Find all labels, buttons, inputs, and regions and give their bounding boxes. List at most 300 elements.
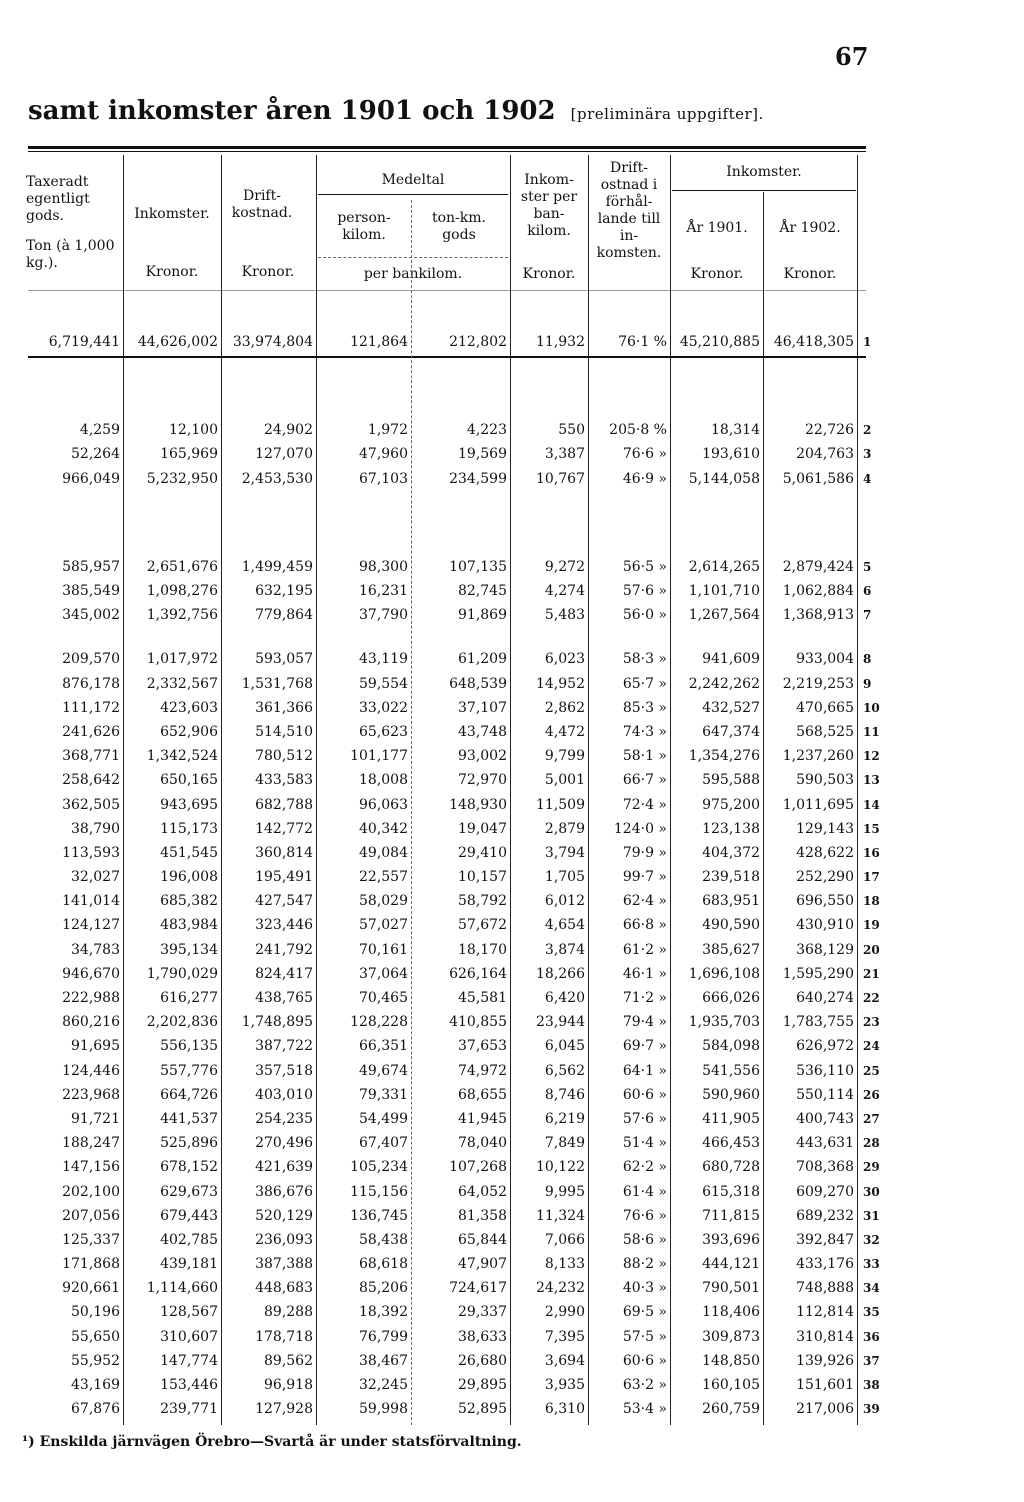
table-cell: 32,027	[71, 869, 120, 886]
table-cell: 1,017,972	[146, 651, 218, 668]
table-cell: 520,129	[255, 1207, 313, 1224]
table-cell: 860,216	[62, 1014, 120, 1031]
table-cell: 65,623	[359, 723, 408, 740]
table-cell: 147,156	[62, 1159, 120, 1176]
table-row	[20, 865, 887, 889]
table-cell: 5,232,950	[146, 470, 218, 487]
table-cell: 724,617	[449, 1280, 507, 1297]
table-cell: 5,144,058	[688, 470, 760, 487]
header-driftostnad: Drift-ostnad i förhål-lande till in-komsten.	[596, 160, 662, 261]
header-medeltal: Medeltal	[381, 172, 445, 188]
table-cell: 615,318	[702, 1183, 760, 1200]
row-number: 23	[863, 1015, 880, 1030]
table-cell: 647,374	[702, 723, 760, 740]
table-cell: 49,084	[359, 844, 408, 861]
table-cell: 254,235	[255, 1110, 313, 1127]
table-row	[20, 647, 887, 671]
table-cell: 113,593	[62, 844, 120, 861]
row-number: 7	[863, 608, 872, 623]
row-number: 28	[863, 1136, 880, 1151]
table-cell: 7,395	[544, 1328, 585, 1345]
table-cell: 536,110	[796, 1062, 854, 1079]
table-cell: 943,695	[160, 796, 218, 813]
table-cell: 128,567	[160, 1304, 218, 1321]
table-cell: 920,661	[62, 1280, 120, 1297]
table-cell: 236,093	[255, 1231, 313, 1248]
table-cell: 72,970	[458, 772, 507, 789]
table-cell: 790,501	[702, 1280, 760, 1297]
table-cell: 43,169	[71, 1377, 120, 1394]
table-cell: 3,874	[544, 941, 585, 958]
table-cell: 32,245	[359, 1377, 408, 1394]
table-row	[20, 792, 887, 816]
table-cell: 514,510	[255, 723, 313, 740]
footnote: ¹) Enskilda järnvägen Örebro—Svartå är under statsförvaltning.	[22, 1434, 522, 1450]
row-number: 12	[863, 749, 880, 764]
table-cell: 37,653	[458, 1038, 507, 1055]
table-cell: 61·4 »	[622, 1183, 667, 1200]
table-cell: 2,651,676	[146, 558, 218, 575]
table-cell: 58·3 »	[622, 651, 667, 668]
table-cell: 2,614,265	[688, 558, 760, 575]
table-cell: 780,512	[255, 748, 313, 765]
table-cell: 616,277	[160, 990, 218, 1007]
table-cell: 57,672	[458, 917, 507, 934]
table-cell: 128,228	[350, 1014, 408, 1031]
table-cell: 490,590	[702, 917, 760, 934]
table-cell: 59,998	[359, 1401, 408, 1418]
table-cell: 683,951	[702, 893, 760, 910]
table-cell: 151,601	[796, 1377, 854, 1394]
table-cell: 57·6 »	[622, 1110, 667, 1127]
table-cell: 76·6 »	[622, 1207, 667, 1224]
header-inkomster-unit: Kronor.	[145, 264, 199, 280]
table-cell: 525,896	[160, 1135, 218, 1152]
table-cell: 67,407	[359, 1135, 408, 1152]
table-cell: 188,247	[62, 1135, 120, 1152]
table-cell: 65·7 »	[622, 675, 667, 692]
table-cell: 78,040	[458, 1135, 507, 1152]
table-cell: 47,960	[359, 446, 408, 463]
table-cell: 60·6 »	[622, 1352, 667, 1369]
table-cell: 76,799	[359, 1328, 408, 1345]
table-cell: 171,868	[62, 1256, 120, 1273]
table-cell: 6,420	[544, 990, 585, 1007]
table-row	[20, 1300, 887, 1324]
table-cell: 82,745	[458, 583, 507, 600]
table-row	[20, 1155, 887, 1179]
table-cell: 58,029	[359, 893, 408, 910]
table-cell: 118,406	[702, 1304, 760, 1321]
table-cell: 1,101,710	[688, 583, 760, 600]
table-cell: 57·5 »	[622, 1328, 667, 1345]
table-row	[20, 1083, 887, 1107]
table-cell: 60·6 »	[622, 1086, 667, 1103]
table-cell: 19,047	[458, 820, 507, 837]
row-number: 24	[863, 1039, 880, 1054]
table-cell: 584,098	[702, 1038, 760, 1055]
title-note: [preliminära uppgifter].	[570, 105, 764, 123]
table-cell: 222,988	[62, 990, 120, 1007]
table-cell: 23,944	[536, 1014, 585, 1031]
table-cell: 49,674	[359, 1062, 408, 1079]
header-ar1902: År 1902.	[779, 220, 841, 236]
table-cell: 650,165	[160, 772, 218, 789]
row-number: 10	[863, 700, 880, 715]
inkomster-group-rule	[672, 190, 856, 191]
row-number: 20	[863, 942, 880, 957]
table-cell: 29,895	[458, 1377, 507, 1394]
table-cell: 3,935	[544, 1377, 585, 1394]
top-rule-thin	[28, 151, 866, 152]
table-cell: 941,609	[702, 651, 760, 668]
table-cell: 368,771	[62, 748, 120, 765]
table-cell: 68,618	[359, 1256, 408, 1273]
table-cell: 124,127	[62, 917, 120, 934]
table-cell: 47,907	[458, 1256, 507, 1273]
table-row	[20, 418, 887, 442]
table-row	[20, 1325, 887, 1349]
table-cell: 76·1 %	[618, 334, 667, 351]
table-cell: 66,351	[359, 1038, 408, 1055]
table-cell: 196,008	[160, 869, 218, 886]
table-cell: 270,496	[255, 1135, 313, 1152]
table-cell: 204,763	[796, 446, 854, 463]
table-cell: 38,467	[359, 1352, 408, 1369]
table-cell: 1,368,913	[782, 607, 854, 624]
table-cell: 45,581	[458, 990, 507, 1007]
table-cell: 385,627	[702, 941, 760, 958]
table-cell: 51·4 »	[622, 1135, 667, 1152]
table-cell: 2,879	[544, 820, 585, 837]
table-cell: 76·6 »	[622, 446, 667, 463]
table-cell: 5,483	[544, 607, 585, 624]
table-cell: 1,342,524	[146, 748, 218, 765]
table-cell: 1,114,660	[146, 1280, 218, 1297]
table-cell: 1,354,276	[688, 748, 760, 765]
table-cell: 1,237,260	[782, 748, 854, 765]
table-cell: 590,960	[702, 1086, 760, 1103]
table-cell: 430,910	[796, 917, 854, 934]
table-cell: 4,259	[79, 422, 120, 439]
table-cell: 433,176	[796, 1256, 854, 1273]
table-cell: 5,001	[544, 772, 585, 789]
table-row	[20, 1252, 887, 1276]
table-cell: 387,388	[255, 1256, 313, 1273]
table-cell: 81,358	[458, 1207, 507, 1224]
table-cell: 55,650	[71, 1328, 120, 1345]
table-cell: 124,446	[62, 1062, 120, 1079]
table-cell: 58·1 »	[622, 748, 667, 765]
table-cell: 89,288	[264, 1304, 313, 1321]
table-cell: 38,633	[458, 1328, 507, 1345]
table-cell: 6,045	[544, 1038, 585, 1055]
table-cell: 89,562	[264, 1352, 313, 1369]
table-row	[20, 696, 887, 720]
table-cell: 22,726	[805, 422, 854, 439]
row-number: 26	[863, 1087, 880, 1102]
row-number: 38	[863, 1378, 880, 1393]
table-cell: 43,748	[458, 723, 507, 740]
table-cell: 362,505	[62, 796, 120, 813]
table-cell: 685,382	[160, 893, 218, 910]
table-cell: 933,004	[796, 651, 854, 668]
table-cell: 64,052	[458, 1183, 507, 1200]
table-cell: 88·2 »	[622, 1256, 667, 1273]
table-cell: 59,554	[359, 675, 408, 692]
table-cell: 483,984	[160, 917, 218, 934]
table-cell: 115,173	[160, 820, 218, 837]
table-cell: 61,209	[458, 651, 507, 668]
table-cell: 2,879,424	[782, 558, 854, 575]
table-cell: 1,705	[544, 869, 585, 886]
table-cell: 310,607	[160, 1328, 218, 1345]
table-cell: 1,748,895	[241, 1014, 313, 1031]
table-row	[20, 962, 887, 986]
table-cell: 680,728	[702, 1159, 760, 1176]
table-cell: 666,026	[702, 990, 760, 1007]
table-cell: 689,232	[796, 1207, 854, 1224]
table-cell: 234,599	[449, 470, 507, 487]
row-spacer	[20, 491, 887, 555]
table-cell: 33,022	[359, 699, 408, 716]
row-number: 13	[863, 773, 880, 788]
table-cell: 63·2 »	[622, 1377, 667, 1394]
table-row	[20, 1131, 887, 1155]
table-cell: 62·2 »	[622, 1159, 667, 1176]
row-number: 1	[863, 335, 872, 350]
table-cell: 550,114	[796, 1086, 854, 1103]
table-cell: 402,785	[160, 1231, 218, 1248]
table-cell: 7,849	[544, 1135, 585, 1152]
table-cell: 112,814	[796, 1304, 854, 1321]
table-cell: 451,545	[160, 844, 218, 861]
row-number: 11	[863, 724, 880, 739]
table-cell: 202,100	[62, 1183, 120, 1200]
table-cell: 64·1 »	[622, 1062, 667, 1079]
table-cell: 207,056	[62, 1207, 120, 1224]
table-cell: 18,266	[536, 965, 585, 982]
table-cell: 361,366	[255, 699, 313, 716]
table-cell: 640,274	[796, 990, 854, 1007]
table-row	[20, 1373, 887, 1397]
table-row	[20, 579, 887, 603]
table-cell: 357,518	[255, 1062, 313, 1079]
table-cell: 711,815	[702, 1207, 760, 1224]
table-cell: 557,776	[160, 1062, 218, 1079]
table-cell: 1,011,695	[782, 796, 854, 813]
table-cell: 323,446	[255, 917, 313, 934]
table-cell: 55,952	[71, 1352, 120, 1369]
table-cell: 107,268	[449, 1159, 507, 1176]
table-row	[20, 330, 887, 354]
table-row	[20, 672, 887, 696]
table-cell: 121,864	[350, 334, 408, 351]
table-cell: 153,446	[160, 1377, 218, 1394]
table-cell: 58·6 »	[622, 1231, 667, 1248]
table-cell: 46·1 »	[622, 965, 667, 982]
row-number: 5	[863, 559, 872, 574]
table-cell: 18,170	[458, 941, 507, 958]
header-inkomster-group: Inkomster.	[726, 164, 802, 180]
table-row	[20, 1276, 887, 1300]
table-cell: 779,864	[255, 607, 313, 624]
table-cell: 124·0 »	[613, 820, 667, 837]
table-cell: 10,157	[458, 869, 507, 886]
table-cell: 56·0 »	[622, 607, 667, 624]
table-cell: 62·4 »	[622, 893, 667, 910]
table-cell: 609,270	[796, 1183, 854, 1200]
table-cell: 58,792	[458, 893, 507, 910]
table-cell: 438,765	[255, 990, 313, 1007]
table-cell: 37,107	[458, 699, 507, 716]
table-cell: 69·5 »	[622, 1304, 667, 1321]
table-cell: 626,164	[449, 965, 507, 982]
table-cell: 178,718	[255, 1328, 313, 1345]
table-cell: 93,002	[458, 748, 507, 765]
table-cell: 975,200	[702, 796, 760, 813]
table-cell: 56·5 »	[622, 558, 667, 575]
table-cell: 37,790	[359, 607, 408, 624]
table-cell: 556,135	[160, 1038, 218, 1055]
table-cell: 2,862	[544, 699, 585, 716]
table-cell: 239,518	[702, 869, 760, 886]
table-cell: 67,876	[71, 1401, 120, 1418]
table-cell: 142,772	[255, 820, 313, 837]
top-rule	[28, 146, 866, 149]
header-personkilom: person-kilom.	[337, 210, 391, 243]
table-row	[20, 720, 887, 744]
row-number: 14	[863, 797, 880, 812]
table-cell: 4,472	[544, 723, 585, 740]
table-cell: 91,721	[71, 1110, 120, 1127]
table-cell: 1,972	[367, 422, 408, 439]
table-cell: 1,499,459	[241, 558, 313, 575]
table-cell: 466,453	[702, 1135, 760, 1152]
table-cell: 46·9 »	[622, 470, 667, 487]
row-number: 32	[863, 1232, 880, 1247]
table-cell: 209,570	[62, 651, 120, 668]
table-cell: 679,443	[160, 1207, 218, 1224]
table-row	[20, 986, 887, 1010]
table-cell: 387,722	[255, 1038, 313, 1055]
table-cell: 4,274	[544, 583, 585, 600]
table-cell: 6,219	[544, 1110, 585, 1127]
table-cell: 129,143	[796, 820, 854, 837]
table-row	[20, 889, 887, 913]
spacer-cell	[20, 354, 887, 418]
table-cell: 111,172	[62, 699, 120, 716]
row-number: 37	[863, 1353, 880, 1368]
table-cell: 696,550	[796, 893, 854, 910]
table-cell: 360,814	[255, 844, 313, 861]
table-cell: 72·4 »	[622, 796, 667, 813]
table-cell: 105,234	[350, 1159, 408, 1176]
table-cell: 69·7 »	[622, 1038, 667, 1055]
table-row	[20, 1107, 887, 1131]
table-cell: 46,418,305	[773, 334, 854, 351]
table-cell: 205·8 %	[609, 422, 667, 439]
row-number: 34	[863, 1281, 880, 1296]
row-number: 9	[863, 676, 872, 691]
table-cell: 428,622	[796, 844, 854, 861]
table-cell: 193,610	[702, 446, 760, 463]
table-cell: 585,957	[62, 558, 120, 575]
table-cell: 404,372	[702, 844, 760, 861]
table-cell: 85,206	[359, 1280, 408, 1297]
table-cell: 2,453,530	[241, 470, 313, 487]
table-cell: 6,012	[544, 893, 585, 910]
table-cell: 4,654	[544, 917, 585, 934]
table-cell: 1,098,276	[146, 583, 218, 600]
table-cell: 393,696	[702, 1231, 760, 1248]
table-cell: 8,133	[544, 1256, 585, 1273]
table-cell: 6,310	[544, 1401, 585, 1418]
table-cell: 664,726	[160, 1086, 218, 1103]
table-cell: 309,873	[702, 1328, 760, 1345]
table-cell: 37,064	[359, 965, 408, 982]
header-driftkostnad: Drift-kostnad.	[231, 188, 293, 221]
table-cell: 74·3 »	[622, 723, 667, 740]
table-cell: 708,368	[796, 1159, 854, 1176]
table-cell: 310,814	[796, 1328, 854, 1345]
table-cell: 43,119	[359, 651, 408, 668]
table-cell: 427,547	[255, 893, 313, 910]
row-number: 4	[863, 471, 872, 486]
spacer-cell	[20, 491, 887, 555]
table-row	[20, 467, 887, 491]
table-cell: 74,972	[458, 1062, 507, 1079]
table-cell: 53·4 »	[622, 1401, 667, 1418]
table-cell: 7,066	[544, 1231, 585, 1248]
header-ar1901: År 1901.	[686, 220, 748, 236]
table-cell: 593,057	[255, 651, 313, 668]
table-cell: 96,918	[264, 1377, 313, 1394]
table-cell: 345,002	[62, 607, 120, 624]
table-cell: 252,290	[796, 869, 854, 886]
row-number: 31	[863, 1208, 880, 1223]
table-cell: 50,196	[71, 1304, 120, 1321]
medeltal-rule	[318, 194, 508, 195]
table-cell: 165,969	[160, 446, 218, 463]
table-cell: 4,223	[466, 422, 507, 439]
table-cell: 432,527	[702, 699, 760, 716]
table-cell: 1,392,756	[146, 607, 218, 624]
table-row	[20, 744, 887, 768]
table-cell: 70,161	[359, 941, 408, 958]
table-cell: 3,387	[544, 446, 585, 463]
table-cell: 260,759	[702, 1401, 760, 1418]
table-cell: 98,300	[359, 558, 408, 575]
table-cell: 101,177	[350, 748, 408, 765]
table-cell: 18,392	[359, 1304, 408, 1321]
table-cell: 368,129	[796, 941, 854, 958]
table-cell: 79·9 »	[622, 844, 667, 861]
row-number: 6	[863, 584, 872, 599]
row-number: 25	[863, 1063, 880, 1078]
table-cell: 99·7 »	[622, 869, 667, 886]
header-inkomster: Inkomster.	[134, 206, 210, 222]
table-cell: 652,906	[160, 723, 218, 740]
title-main: samt inkomster åren 1901 och 1902	[28, 96, 556, 126]
table-cell: 444,121	[702, 1256, 760, 1273]
table-cell: 241,626	[62, 723, 120, 740]
table-row	[20, 1397, 887, 1421]
row-number: 33	[863, 1257, 880, 1272]
table-cell: 24,232	[536, 1280, 585, 1297]
table-row	[20, 603, 887, 627]
table-cell: 223,968	[62, 1086, 120, 1103]
